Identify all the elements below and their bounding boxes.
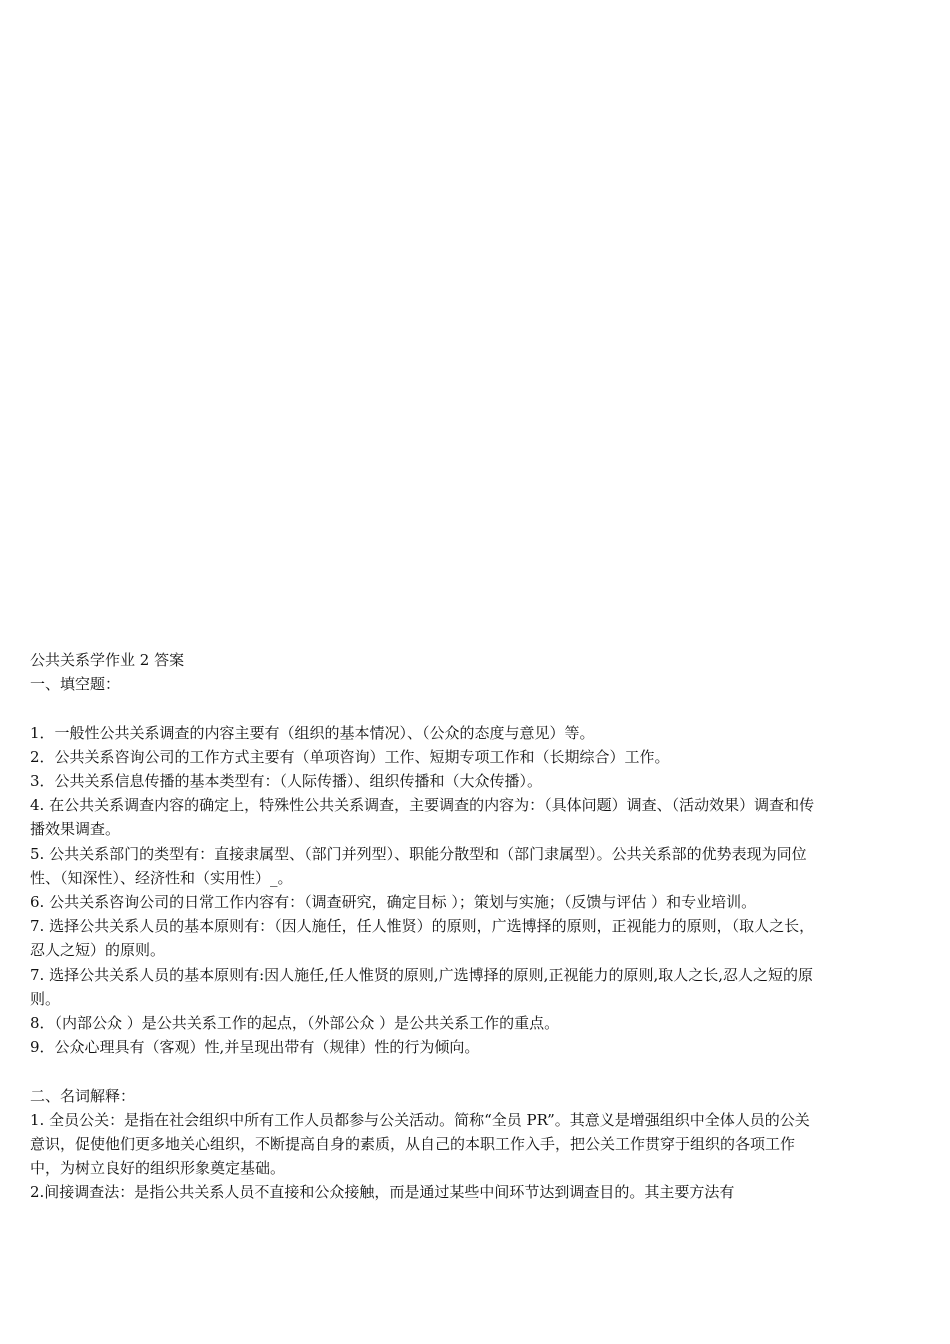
- fill-in-item-2: 2．公共关系咨询公司的工作方式主要有（单项咨询）工作、短期专项工作和（长期综合）工作。: [30, 747, 670, 766]
- fill-in-item-8: 8．（内部公众 ）是公共关系工作的起点，（外部公众 ）是公共关系工作的重点。: [30, 1014, 560, 1033]
- fill-in-item-5: 5. 公共关系部门的类型有：直接隶属型、（部门并列型）、职能分散型和（部门隶属型）。公共关系部的优势表现为同位性、（知深性）、经济性和（实用性）_。: [30, 844, 807, 887]
- fill-in-item-7b: 7. 选择公共关系人员的基本原则有:因人施任,任人惟贤的原则,广选博择的原则,正视能力的原则,取人之长,忍人之短的原则。: [30, 965, 813, 1008]
- term-item-2: 2.间接调查法：是指公共关系人员不直接和公众接触，而是通过某些中间环节达到调查目的。其主要方法有: [30, 1183, 735, 1202]
- section-heading-fill-in: 一、填空题：: [30, 675, 121, 694]
- fill-in-item-6: 6. 公共关系咨询公司的日常工作内容有：（调查研究，确定目标 ）；策划与实施；（反馈与评估 ）和专业培训。: [30, 893, 757, 912]
- fill-in-item-9: 9．公众心理具有（客观）性,并呈现出带有（规律）性的行为倾向。: [30, 1038, 480, 1057]
- section-heading-terms: 二、名词解释：: [30, 1086, 136, 1105]
- term-item-1: 1. 全员公关：是指在社会组织中所有工作人员都参与公关活动。简称“全员 PR”。其意义是增强组织中全体人员的公关意识，促使他们更多地关心组织，不断提高自身的素质，从自己的本职工作入手，把公关工作贯穿于组织的各项工作中，为树立良好的组织形象奠定基础。: [30, 1110, 810, 1178]
- blank-line: [30, 1059, 820, 1083]
- document-title: 公共关系学作业 2 答案: [30, 651, 185, 669]
- document-body: [30, 648, 820, 1205]
- fill-in-item-4: 4. 在公共关系调查内容的确定上，特殊性公共关系调查，主要调查的内容为：（具体问题）调查、（活动效果）调查和传播效果调查。: [30, 796, 815, 839]
- fill-in-item-3: 3．公共关系信息传播的基本类型有：（人际传播）、组织传播和（大众传播）。: [30, 772, 543, 790]
- fill-in-item-7a: 7. 选择公共关系人员的基本原则有：（因人施任，任人惟贤）的原则，广选博择的原则，正视能力的原则，（取人之长，忍人之短）的原则。: [30, 917, 815, 960]
- fill-in-item-1: 1．一般性公共关系调查的内容主要有（组织的基本情况）、（公众的态度与意见）等。: [30, 723, 595, 742]
- blank-line: [30, 696, 820, 720]
